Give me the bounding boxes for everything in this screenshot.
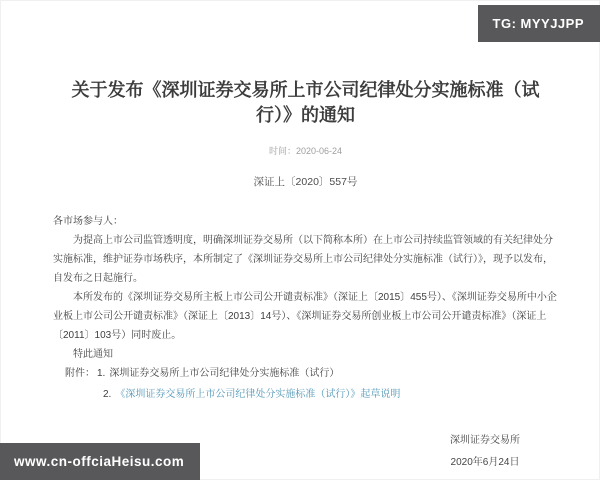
signature-block xyxy=(412,430,558,474)
signature-date: 2020年6月24日 xyxy=(450,457,520,468)
paragraph-2: 本所发布的《深圳证券交易所主板上市公司公开谴责标准》（深证上〔2015〕455号）、《深圳证券交易所中小企业板上市公司公开谴责标准》（深证上〔2013〕14号）、《深圳证券交易所创业板上市公司公开谴责标准》（深证上〔2011〕103号）同时废止。 xyxy=(53,292,557,341)
notice-body xyxy=(53,212,558,474)
attachment-1-index: 1. xyxy=(97,368,106,379)
document-number: 深证上〔2020〕557号 xyxy=(253,176,358,188)
publish-time xyxy=(53,144,558,157)
paragraph-1: 为提高上市公司监管透明度，明确深圳证券交易所（以下简称本所）在上市公司持续监管领域的有关纪律处分实施标准，维护证券市场秩序，本所制定了《深圳证券交易所上市公司纪律处分实施标准（试行）》，现予以发布，自发布之日起施行。 xyxy=(53,235,553,284)
publish-time-value: 2020-06-24 xyxy=(295,146,343,156)
attachment-row-1 xyxy=(65,364,558,383)
attachment-1-title: 深圳证券交易所上市公司纪律处分实施标准（试行） xyxy=(109,368,340,379)
attachment-2-link[interactable]: 《深圳证券交易所上市公司纪律处分实施标准（试行）》起草说明 xyxy=(115,389,401,400)
page-title: 关于发布《深圳证券交易所上市公司纪律处分实施标准（试行）》的通知 xyxy=(71,80,540,125)
telegram-watermark-badge: TG: MYYJJPP xyxy=(478,5,600,42)
closing-phrase: 特此通知 xyxy=(73,349,113,360)
salutation: 各市场参与人： xyxy=(53,216,123,227)
attachment-2-index: 2. xyxy=(103,389,112,400)
website-watermark-badge: www.cn-offciaHeisu.com xyxy=(0,443,200,480)
publish-time-label: 时间： xyxy=(268,146,296,156)
signature-org: 深圳证券交易所 xyxy=(450,435,520,446)
attachment-row-2 xyxy=(103,385,558,404)
notice-document xyxy=(53,0,558,474)
attachments xyxy=(65,364,558,404)
attachments-label: 附件： xyxy=(65,368,95,379)
